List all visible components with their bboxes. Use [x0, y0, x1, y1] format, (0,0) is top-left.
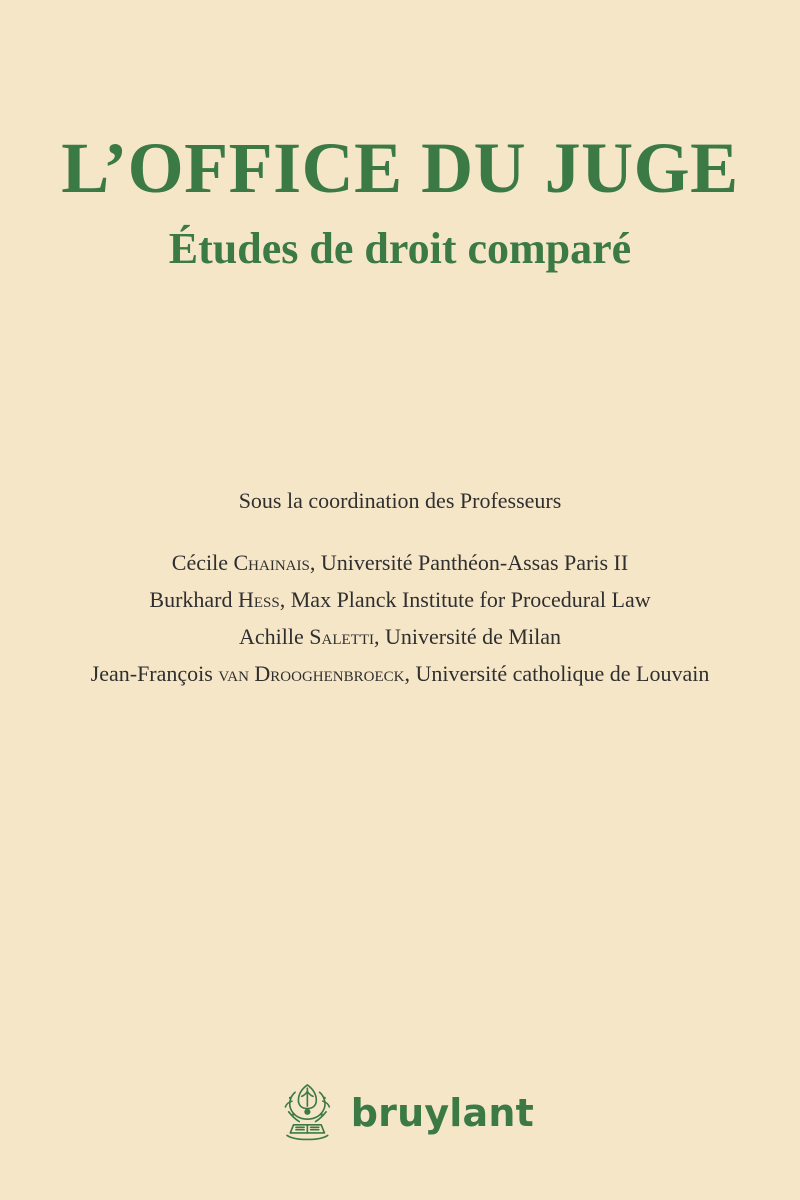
- editor-affiliation: , Max Planck Institute for Procedural Law: [279, 587, 651, 612]
- editor-last-name: Chainais: [233, 550, 310, 575]
- publisher-logo: [274, 1066, 534, 1156]
- editor-affiliation: , Université de Milan: [374, 624, 561, 649]
- editors-list: [0, 544, 800, 692]
- publisher-name: bruylant: [350, 1091, 534, 1135]
- book-subtitle: Études de droit comparé: [168, 224, 632, 273]
- editor-line: [0, 581, 800, 618]
- editor-affiliation: , Université catholique de Louvain: [404, 661, 710, 686]
- editor-last-name: Hess: [238, 587, 280, 612]
- editor-line: [0, 618, 800, 655]
- editor-line: [0, 655, 800, 692]
- bruylant-emblem-icon: [274, 1070, 341, 1152]
- editor-last-name: Saletti: [309, 624, 374, 649]
- editor-affiliation: , Université Panthéon-Assas Paris II: [309, 550, 629, 575]
- editor-line: [0, 544, 800, 581]
- editor-first-name: Achille: [239, 624, 304, 649]
- editor-first-name: Jean-François: [90, 661, 213, 686]
- editor-first-name: Burkhard: [149, 587, 233, 612]
- editor-first-name: Cécile: [171, 550, 228, 575]
- coordination-intro: Sous la coordination des Professeurs: [238, 488, 562, 513]
- book-title: L’OFFICE DU JUGE: [61, 128, 739, 208]
- editor-last-name: van Drooghenbroeck: [218, 661, 405, 686]
